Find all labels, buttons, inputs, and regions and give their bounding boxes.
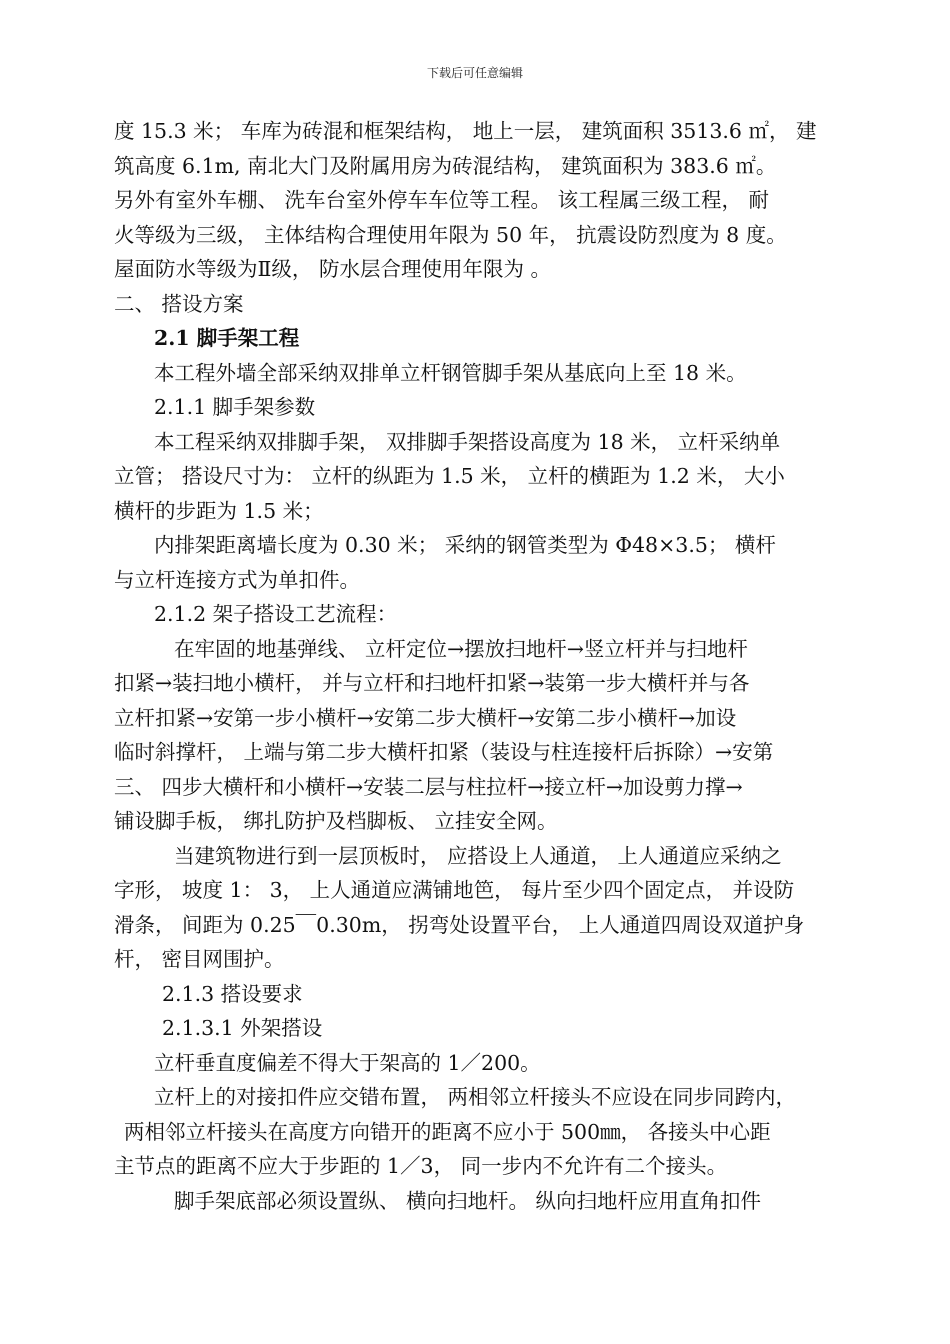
text-line: 临时斜撑杆， 上端与第二步大横杆扣紧（装设与柱连接杆后拆除）→安第: [114, 740, 774, 764]
text-line: 三、 四步大横杆和小横杆→安装二层与柱拉杆→接立杆→加设剪力撑→: [114, 774, 743, 799]
text-line: 两相邻立杆接头在高度方向错开的距离不应小于 500㎜， 各接头中心距: [124, 1119, 771, 1144]
subsection-heading: 2.1.3.1 外架搭设: [162, 1016, 323, 1040]
text-line: 度 15.3 米； 车库为砖混和框架结构， 地上一层， 建筑面积 3513.6 ㎡， 建: [114, 119, 817, 143]
text-line: 扣紧→装扫地小横杆， 并与立杆和扫地杆扣紧→装第一步大横杆并与各: [114, 671, 750, 695]
text-line: 立杆垂直度偏差不得大于架高的 1／200。: [154, 1050, 541, 1075]
text-line: 脚手架底部必须设置纵、 横向扫地杆。 纵向扫地杆应用直角扣件: [174, 1188, 762, 1213]
subsection-heading: 2.1.1 脚手架参数: [154, 395, 316, 419]
text-line: 本工程采纳双排脚手架， 双排脚手架搭设高度为 18 米， 立杆采纳单: [154, 429, 781, 454]
text-line: 立杆上的对接扣件应交错布置， 两相邻立杆接头不应设在同步同跨内，: [154, 1085, 797, 1109]
section-heading: 二、 搭设方案: [114, 291, 244, 316]
text-line: 筑高度 6.1m, 南北大门及附属用房为砖混结构， 建筑面积为 383.6 ㎡。: [114, 153, 777, 178]
text-line: 横杆的步距为 1.5 米；: [114, 498, 324, 523]
subsection-heading: 2.1 脚手架工程: [154, 326, 300, 350]
text-line: 火等级为三级， 主体结构合理使用年限为 50 年， 抗震设防烈度为 8 度。: [114, 222, 787, 247]
text-line: 杆， 密目网围护。: [114, 947, 285, 971]
text-line: 主节点的距离不应大于步距的 1／3， 同一步内不允许有二个接头。: [114, 1154, 728, 1178]
text-line: 屋面防水等级为Ⅱ级， 防水层合理使用年限为 。: [114, 257, 551, 281]
text-line: 立管； 搭设尺寸为： 立杆的纵距为 1.5 米， 立杆的横距为 1.2 米， 大小: [114, 464, 785, 488]
text-line: 内排架距离墙长度为 0.30 米； 采纳的钢管类型为 Φ48×3.5； 横杆: [154, 533, 776, 557]
text-line: 立杆扣紧→安第一步小横杆→安第二步大横杆→安第二步小横杆→加设: [114, 705, 737, 730]
text-line: 滑条， 间距为 0.25￣0.30m， 拐弯处设置平台， 上人通道四周设双道护身: [114, 912, 805, 937]
text-line: 在牢固的地基弹线、 立杆定位→摆放扫地杆→竖立杆并与扫地杆: [174, 636, 748, 661]
text-line: 当建筑物进行到一层顶板时， 应搭设上人通道， 上人通道应采纳之: [174, 843, 782, 868]
text-line: 另外有室外车棚、 洗车台室外停车车位等工程。 该工程属三级工程， 耐: [114, 188, 770, 212]
text-line: 与立杆连接方式为单扣件。: [114, 567, 360, 592]
page-header: 下载后可任意编辑: [426, 66, 523, 80]
subsection-heading: 2.1.2 架子搭设工艺流程：: [154, 602, 398, 626]
subsection-heading: 2.1.3 搭设要求: [162, 981, 303, 1006]
text-line: 本工程外墙全部采纳双排单立杆钢管脚手架从基底向上至 18 米。: [154, 360, 747, 385]
text-line: 铺设脚手板， 绑扎防护及档脚板、 立挂安全网。: [114, 809, 558, 833]
document-body: [114, 114, 854, 1218]
text-line: 字形， 坡度 1： 3， 上人通道应满铺地笆， 每片至少四个固定点， 并设防: [114, 878, 795, 902]
